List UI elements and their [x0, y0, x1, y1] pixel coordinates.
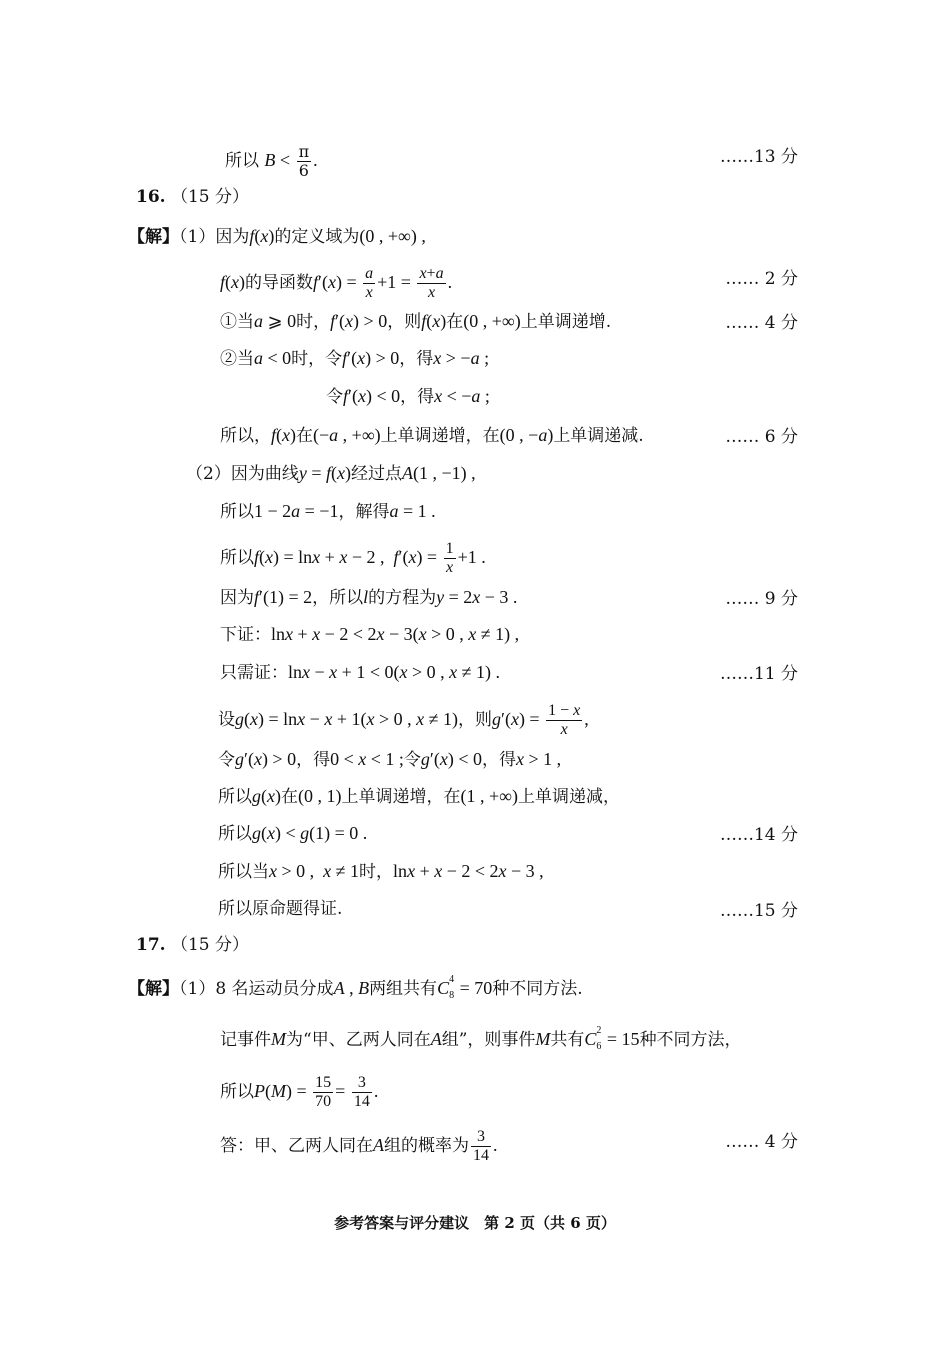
q16-header — [136, 186, 249, 208]
text: ，得 — [482, 750, 516, 770]
q17-probability: 所以P(M) = $\frac{15}{70}$ = $\frac{3}{14}$ . — [220, 1074, 379, 1110]
text: 组的概率为 — [384, 1136, 469, 1156]
text: 在 — [281, 787, 298, 807]
text: 因为 — [220, 588, 254, 608]
text: ，解得 — [338, 502, 390, 522]
fraction: $\frac{\pi}{6}$ — [298, 142, 310, 180]
q16-solve-a: 所以1 − 2a = −1，解得a = 1 . — [220, 501, 436, 522]
text: 的定义域为 — [274, 227, 360, 247]
text: 上单调递增. — [520, 312, 612, 332]
q16-derivative-line: f(x)的导函数f′(x) = $\frac{a}{x}$ +1 = $\frac{x+a}{x}$ . — [220, 265, 453, 301]
text: ，则 — [387, 312, 422, 332]
text: ，得 — [399, 349, 434, 369]
question-number: 16. — [136, 187, 166, 207]
fraction: $\frac{3}{14}$ — [353, 1074, 370, 1110]
score-14: ……14 分 — [719, 825, 798, 845]
part-label: （1） — [179, 979, 216, 999]
text: 所以 — [218, 824, 252, 844]
text: 因为 — [215, 227, 250, 247]
text: 时，令 — [291, 349, 343, 369]
part-label: （2） — [186, 464, 231, 484]
q16-g-max: 所以g(x) < g(1) = 0 . — [218, 823, 368, 844]
text: 因为曲线 — [230, 464, 299, 484]
q16-tangent-line: 因为f′(1) = 2，所以l的方程为y = 2x − 3 . — [220, 587, 518, 608]
score-11: ……11 分 — [719, 664, 798, 684]
q16-g-def: 设g(x) = lnx − x + 1(x > 0 , x ≠ 1)，则g′(x) = $\frac{1 - x}{x}$ , — [218, 702, 589, 738]
text: 所以， — [220, 426, 271, 446]
score-6: …… 6 分 — [725, 427, 798, 447]
text: 经过点 — [351, 464, 402, 484]
text: 所以 — [220, 1082, 254, 1102]
text: 上单调递减. — [553, 426, 644, 446]
q17-answer: 答：甲、乙两人同在A组的概率为 $\frac{3}{14}$ . — [220, 1128, 498, 1164]
q16-proved — [218, 898, 342, 920]
q16-part2-line1: （2）因为曲线y = f(x)经过点A(1 , −1) , — [186, 463, 476, 484]
text: ②当 — [220, 349, 254, 369]
text: 设 — [218, 710, 235, 730]
text: 两组共有 — [369, 979, 438, 999]
text: 只需证： — [220, 663, 288, 683]
q16-g-monotonic: 所以g(x)在(0 , 1)上单调递增，在(1 , +∞)上单调递减， — [218, 786, 620, 807]
text: 的导函数 — [245, 273, 314, 293]
text: 时， — [359, 862, 394, 882]
q17-header — [136, 934, 249, 956]
text: 为“甲、乙两人同在 — [286, 1030, 431, 1050]
fraction: $\frac{15}{70}$ — [315, 1074, 332, 1110]
text: ①当 — [220, 312, 254, 332]
text: 令 — [403, 750, 421, 770]
text: 8 名运动员分成 — [215, 979, 334, 999]
text: 共有 — [550, 1030, 585, 1050]
text: 的方程为 — [368, 588, 437, 608]
fraction: $\frac{x+a}{x}$ — [419, 265, 444, 301]
fraction: $\frac{1}{x}$ — [445, 540, 454, 576]
q16-conclusion: 所以当x > 0 , x ≠ 1时，lnx + x − 2 < 2x − 3 , — [218, 861, 544, 882]
fraction: $\frac{a}{x}$ — [365, 265, 374, 301]
q16-part1-line1: 【解】（1）因为f(x)的定义域为(0 , +∞) , — [128, 226, 426, 247]
question-points: （15 分） — [170, 935, 250, 955]
q16-g-sign: 令g′(x) > 0，得0 < x < 1 ;令g′(x) < 0，得x > 1 , — [218, 749, 562, 770]
text: 时， — [296, 312, 331, 332]
text: ，得 — [400, 387, 435, 407]
score-13: ……13 分 — [719, 147, 798, 167]
combination: C 2 6 — [584, 1025, 602, 1052]
text: ，所以 — [312, 588, 364, 608]
text: 种不同方法， — [639, 1030, 742, 1050]
text: 在 — [296, 426, 314, 446]
text: 种不同方法. — [492, 979, 583, 999]
q16-case2: ②当a < 0时，令f′(x) > 0，得x > −a ; — [220, 348, 490, 369]
fraction: $\frac{3}{14}$ — [473, 1128, 489, 1164]
page-footer: 参考答案与评分建议 第 2 页（共 6 页） — [334, 1214, 616, 1232]
text: 所以 — [220, 502, 254, 522]
solution-tag: 【解】 — [128, 979, 179, 999]
q16-case2b: 令f′(x) < 0，得x < −a ; — [326, 386, 490, 407]
q17-event-m: 记事件M为“甲、乙两人同在A组”，则事件M共有C 2 6 = 15种不同方法， — [220, 1025, 742, 1052]
text: 令 — [326, 387, 343, 407]
q16-need: 只需证：lnx − x + 1 < 0(x > 0 , x ≠ 1) . — [220, 662, 500, 683]
text: 所以 — [220, 548, 254, 568]
fraction: $\frac{1 - x}{x}$ — [548, 702, 581, 738]
text: ，得 — [296, 750, 331, 770]
text: 答：甲、乙两人同在 — [220, 1136, 373, 1156]
text: 组”，则事件 — [441, 1030, 536, 1050]
text: 所以当 — [218, 862, 269, 882]
score-4b: …… 4 分 — [725, 1132, 798, 1152]
part-label: （1） — [179, 227, 216, 247]
q16-case1: ①当a ⩾ 0时，f′(x) > 0，则f(x)在(0 , +∞)上单调递增. — [220, 311, 612, 332]
text: 所以原命题得证. — [218, 899, 343, 919]
score-15: ……15 分 — [719, 901, 798, 921]
score-4: …… 4 分 — [725, 313, 798, 333]
text: 上单调递增，在 — [380, 426, 500, 446]
text: 下证： — [220, 625, 271, 645]
text: 所以 — [218, 787, 252, 807]
q16-monotonic: 所以，f(x)在(−a , +∞)上单调递增，在(0 , −a)上单调递减. — [220, 425, 644, 446]
q17-part1-line1: 【解】（1）8 名运动员分成A , B两组共有C 4 8 = 70种不同方法. — [128, 974, 583, 1001]
text: 上单调递减， — [517, 787, 620, 807]
combination: C 4 8 — [437, 974, 455, 1001]
solution-tag: 【解】 — [128, 227, 179, 247]
text: 令 — [218, 750, 235, 770]
score-9: …… 9 分 — [725, 589, 798, 609]
score-2: …… 2 分 — [725, 269, 798, 289]
question-points: （15 分） — [170, 187, 250, 207]
text: 在 — [446, 312, 464, 332]
line-b-less-pi-6: 所以 B < $\frac{\pi}{6}$ . — [225, 142, 318, 180]
text: ，则 — [458, 710, 492, 730]
q16-f-expression: 所以f(x) = lnx + x − 2 , f′(x) = $\frac{1}{x}$ +1 . — [220, 540, 486, 576]
question-number: 17. — [136, 935, 166, 955]
text: 记事件 — [220, 1030, 271, 1050]
q16-prove: 下证：lnx + x − 2 < 2x − 3(x > 0 , x ≠ 1) , — [220, 624, 520, 645]
text: 所以 — [225, 151, 259, 171]
text: 上单调递增，在 — [341, 787, 461, 807]
